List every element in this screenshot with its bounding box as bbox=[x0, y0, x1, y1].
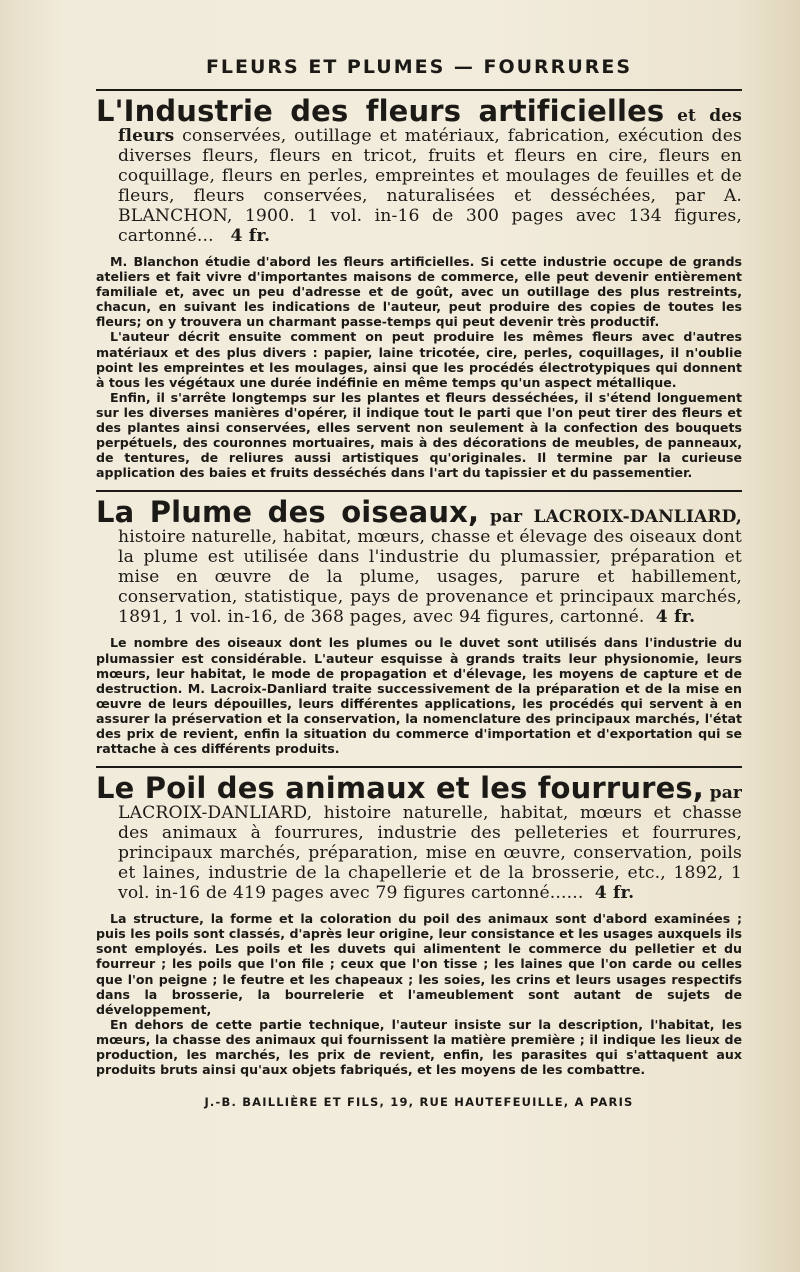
book-entry bbox=[96, 495, 742, 757]
summary-paragraph: Enfin, il s'arrête longtemps sur les plantes et fleurs desséchées, il s'étend longuement sur les diverses manières d'opérer, il indique tout le parti que l'on peut tirer des fleurs et des plantes ainsi conservées, elles servent non seulement à la confection des bouquets perpétuels, des couronnes mortuaires, mais à des décorations de meubles, de panneaux, de tentures, de reliures aussi artistiques qu'originales. Il termine par la curieuse application des baies et fruits desséchés dans l'art du tapissier et du passementier. bbox=[96, 389, 742, 481]
summary-paragraph: En dehors de cette partie technique, l'auteur insiste sur la description, l'habitat, les mœurs, la chasse des animaux qui fournissent la matière première ; il indique les lieux de production, les marchés, les prix de revient, enfin, les parasites qui s'attaquent aux produits bruts ainsi qu'aux objets fabriqués, et les moyens de les combattre. bbox=[96, 1016, 742, 1078]
entry-summary bbox=[96, 254, 742, 480]
entry-heading bbox=[96, 771, 742, 904]
entry-details: conservées, outillage et matériaux, fabrication, exécution des diverses fleurs, fleurs en tricot, fruits et fleurs en cire, fleurs en coquillage, fleurs en perles, empreintes et moulages de feuilles et de fleurs, fleurs conservées, naturalisées et desséchées, par A. BLANCHON, 1900. 1 vol. in-16 de 300 pages avec 134 figures, cartonné... bbox=[118, 126, 742, 246]
top-rule bbox=[96, 89, 742, 91]
entry-byline: et des fleurs bbox=[118, 106, 742, 146]
entry-title: L'Industrie des fleurs artificielles bbox=[96, 94, 665, 128]
entry-byline: par bbox=[709, 783, 742, 804]
section-rule bbox=[96, 490, 742, 492]
summary-paragraph: Le nombre des oiseaux dont les plumes ou le duvet sont utilisés dans l'industrie du plumassier est considérable. L'auteur esquisse à grands traits leur physionomie, leurs mœurs, leur habitat, le mode de propagation et d'élevage, les moyens de capture et de destruction. M. Lacroix-Danliard traite successivement de la préparation et de la mise en œuvre de leurs dépouilles, leurs différentes applications, les procédés qui servent à en assurer la préservation et la conservation, la nomenclature des principaux marchés, l'état des prix de revient, enfin la situation du commerce d'importation et d'exportation qui se rattache à ces différents produits. bbox=[96, 635, 742, 757]
entry-title: Le Poil des animaux et les fourrures, bbox=[96, 771, 704, 806]
page-content bbox=[96, 54, 742, 1109]
entry-details: LACROIX-DANLIARD, histoire naturelle, habitat, mœurs et chasse des animaux à fourrures, industrie des pelleteries et fourrures, principaux marchés, préparation, mise en œuvre, conservation, poils et laines, industrie de la chapellerie et de la brosserie, etc., 1892, 1 vol. in-16 de 419 pages avec 79 figures cartonné...... bbox=[118, 803, 742, 904]
entry-details: histoire naturelle, habitat, mœurs, chasse et élevage des oiseaux dont la plume est utilisée dans l'industrie du plumassier, préparation et mise en œuvre de la plume, usages, parure et habillement, conservation, statistique, pays de provenance et principaux marchés, 1891, 1 vol. in-16, de 368 pages, avec 94 figures, cartonné. bbox=[118, 527, 742, 628]
entry-heading bbox=[96, 94, 742, 246]
entry-title: La Plume des oiseaux, bbox=[96, 495, 480, 530]
book-entry bbox=[96, 94, 742, 481]
summary-paragraph: M. Blanchon étudie d'abord les fleurs artificielles. Si cette industrie occupe de grands ateliers et fait vivre d'importantes maisons de commerce, elle peut devenir entièrement familiale et, avec un peu d'adresse et de goût, avec un outillage des plus restreints, chacun, en suivant les indications de l'auteur, peut produire des copies de toutes les fleurs; on y trouvera un charmant passe-temps qui peut devenir très productif. bbox=[96, 254, 742, 330]
entry-summary bbox=[96, 911, 742, 1077]
entry-price: 4 fr. bbox=[655, 607, 696, 628]
running-head: FLEURS ET PLUMES — FOURRURES bbox=[205, 56, 633, 78]
book-entry bbox=[96, 771, 742, 1078]
entry-price: 4 fr. bbox=[230, 226, 271, 246]
entry-summary bbox=[96, 635, 742, 756]
entry-byline: par LACROIX-DANLIARD, bbox=[489, 507, 742, 528]
summary-paragraph: La structure, la forme et la coloration du poil des animaux sont d'abord examinées ; puis les poils sont classés, d'après leur origine, leur consistance et les usages auxquels ils sont employés. Les poils et les duvets qui alimentent le commerce du pelletier et du fourreur ; les poils que l'on file ; ceux que l'on tisse ; les laines que l'on carde ou celles que l'on peigne ; le feutre et les chapeaux ; les soies, les crins et leurs usages respectifs dans la brosserie, la bourrelerie et l'ameublement sont autant de sujets de développement, bbox=[96, 911, 742, 1017]
entry-price: 4 fr. bbox=[594, 883, 635, 904]
summary-paragraph: L'auteur décrit ensuite comment on peut produire les mêmes fleurs avec d'autres matériaux et des plus divers : papier, laine tricotée, cire, perles, coquillages, il n'oublie point les empreintes et les moulages, ainsi que les procédés électrotypiques qui donnent à tous les végétaux une durée indéfinie en même temps qu'un aspect métallique. bbox=[96, 329, 742, 390]
entry-heading bbox=[96, 495, 742, 628]
publisher-footer: J.-B. BAILLIÈRE ET FILS, 19, RUE HAUTEFEUILLE, A PARIS bbox=[204, 1095, 634, 1110]
section-rule bbox=[96, 766, 742, 768]
